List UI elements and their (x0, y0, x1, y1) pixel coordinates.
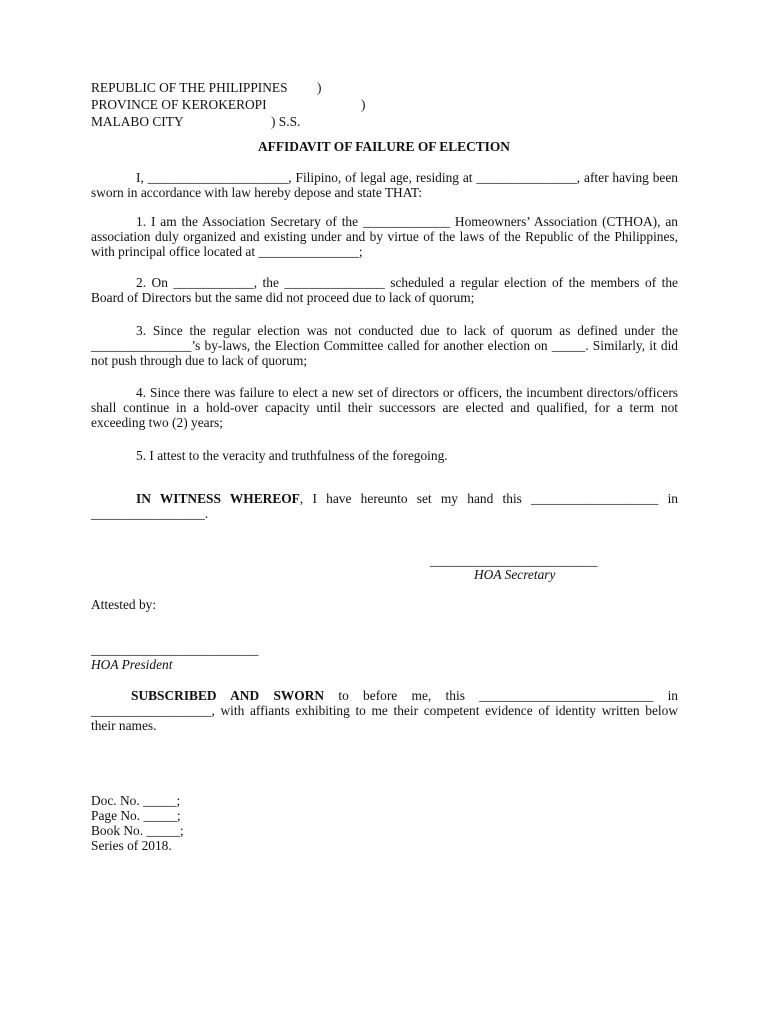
caption-republic: REPUBLIC OF THE PHILIPPINES (91, 80, 288, 95)
president-signature-line: _________________________ (91, 642, 259, 657)
intro-text: I, _____________________, Filipino, of legal age, residing at _______________, after having been sworn in accordance with law hereby depose and state THAT: (91, 170, 678, 200)
intro-paragraph (91, 170, 678, 200)
secretary-label: HOA Secretary (474, 567, 556, 582)
item-4-text: 4. Since there was failure to elect a new set of directors or officers, the incumbent directors/officers shall continue in a hold-over capacity until their successors are elected and qualified, for a term not exceeding two (2) years; (91, 385, 678, 430)
item-3 (91, 323, 678, 368)
attested-by: Attested by: (91, 597, 157, 612)
item-5-text: 5. I attest to the veracity and truthfulness of the foregoing. (136, 448, 448, 463)
subscribed-bold: SUBSCRIBED AND SWORN (131, 688, 325, 703)
caption-paren-1: ) (317, 80, 322, 95)
caption-paren-3: ) S.S. (271, 114, 301, 129)
secretary-signature-line: _________________________ (430, 553, 598, 568)
item-2-text: 2. On ____________, the _______________ scheduled a regular election of the members of the Board of Directors but the same did not proceed due to lack of quorum; (91, 275, 678, 305)
book-number: Book No. _____; (91, 823, 184, 838)
doc-number: Doc. No. _____; (91, 793, 181, 808)
item-2 (91, 275, 678, 305)
notary-entries (91, 793, 184, 853)
caption-province: PROVINCE OF KEROKEROPI (91, 97, 267, 112)
item-1-text: 1. I am the Association Secretary of the _____________ Homeowners’ Association (CTHOA), an association duly organized and existing under and by virtue of the laws of the Republic of the Philippines, with principal office located at _______________; (91, 214, 678, 259)
caption-city: MALABO CITY (91, 114, 184, 129)
caption-paren-2: ) (361, 97, 366, 112)
subscribed-rest: to before me, this __________________________ in __________________, with affiants exhibiting to me their competent evidence of identity written below their names. (91, 688, 678, 733)
document-title: AFFIDAVIT OF FAILURE OF ELECTION (258, 139, 510, 154)
witness-paragraph (91, 491, 678, 521)
item-3-text: 3. Since the regular election was not conducted due to lack of quorum as defined under the _______________’s by-laws, the Election Committee called for another election on _____. Similarly, it did not push through due to lack of quorum; (91, 323, 678, 368)
venue-caption (91, 80, 421, 131)
series-year: Series of 2018. (91, 838, 172, 853)
item-1 (91, 214, 678, 259)
subscribed-paragraph (91, 688, 678, 733)
witness-rest: , I have hereunto set my hand this ___________________ in _________________. (91, 491, 678, 521)
item-5 (91, 448, 678, 463)
witness-bold: IN WITNESS WHEREOF (136, 491, 300, 506)
page-number: Page No. _____; (91, 808, 181, 823)
item-4 (91, 385, 678, 430)
president-label: HOA President (91, 657, 173, 672)
